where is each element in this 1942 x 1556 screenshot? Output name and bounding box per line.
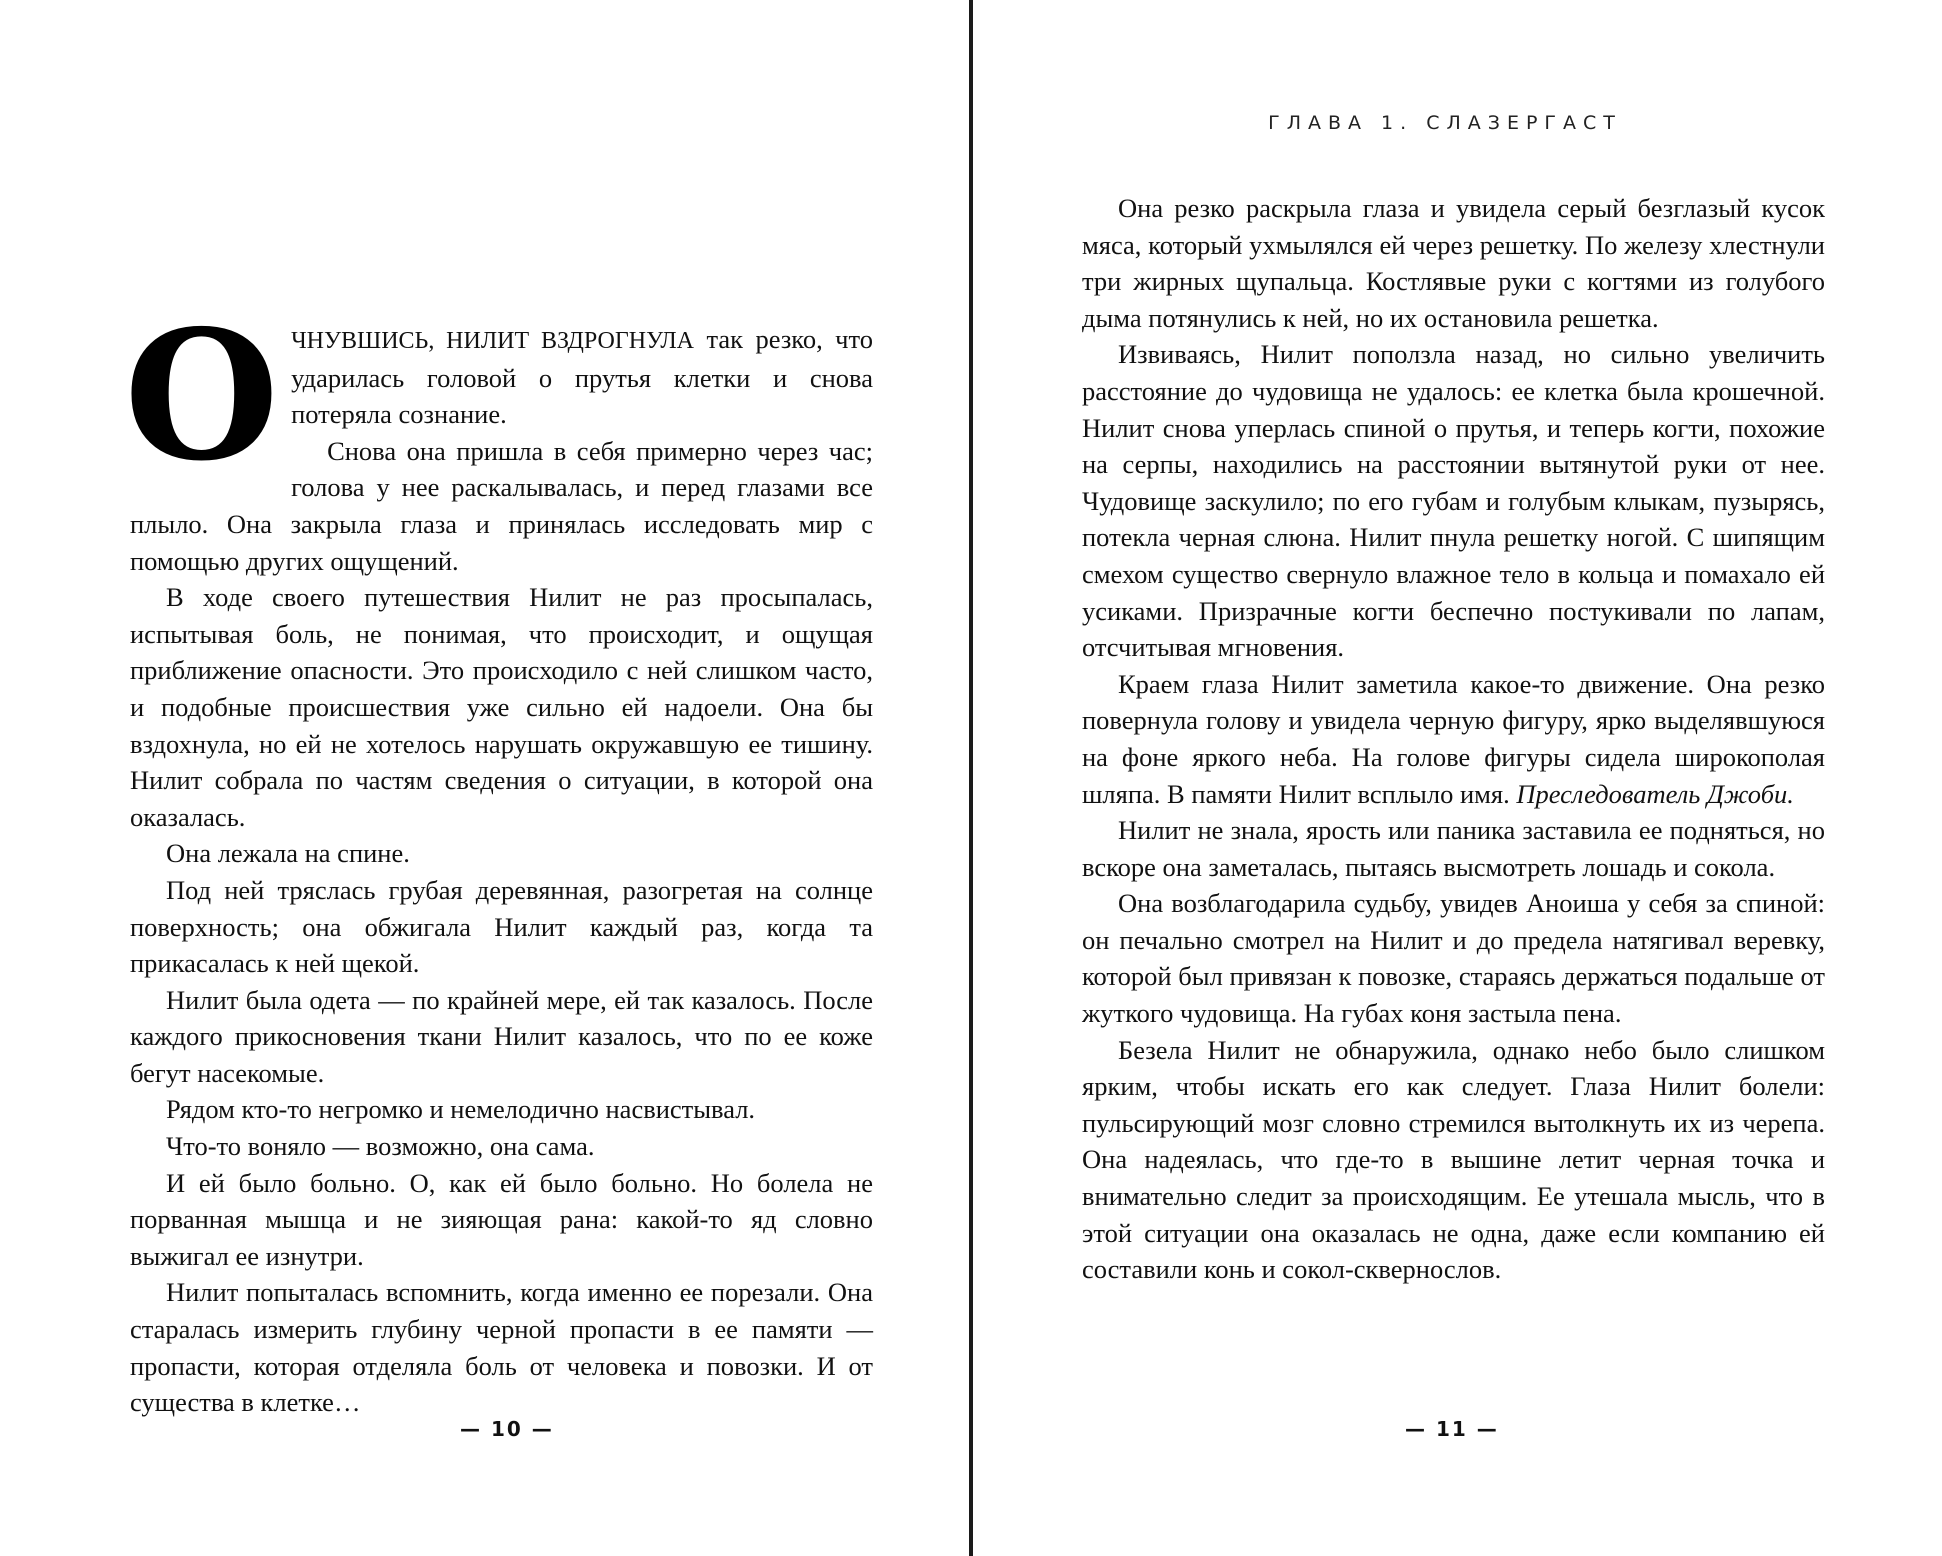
paragraph <box>1082 666 1825 812</box>
paragraph: Извиваясь, Нилит поползла назад, но сильно увеличить расстояние до чудовища не удалось: ее клетка была крошечной. Нилит снова уперлась спиной о прутья, и теперь когти, похожие на серпы, находились на расстоянии вытянутой руки от нее. Чудовище заскулило; по его губам и голубым клыкам, пузырясь, потекла черная слюна. Нилит пнула решетку ногой. С шипящим смехом существо свернуло влажное тело в кольца и помахало ей усиками. Призрачные когти беспечно постукивали по лапам, отсчитывая мгновения. <box>1082 339 1825 663</box>
left-page <box>0 0 970 1556</box>
paragraph: Рядом кто-то негромко и немелодично насвистывал. <box>166 1094 756 1125</box>
left-first-paragraph <box>124 291 873 500</box>
paragraph: Нилит не знала, ярость или паника заставила ее подняться, но вскоре она заметалась, пытаясь высмотреть лошадь и сокола. <box>1082 815 1825 882</box>
drop-cap: О <box>124 291 280 500</box>
first-paragraph-rest: так резко, что ударилась головой о прутья клетки и снова потеряла сознание. <box>291 324 873 430</box>
italic-name: Преследователь Джоби. <box>1516 778 1794 809</box>
paragraph: Она возблагодарила судьбу, увидев Аноиша у себя за спиной: он печально смотрел на Нилит и до предела натягивал веревку, которой был привязан к повозке, стараясь держаться подальше от жуткого чудовища. На губах коня застыла пена. <box>1082 888 1825 1029</box>
paragraph-text: Краем глаза Нилит заметила какое-то движение. Она резко повернула голову и увидела черную фигуру, ярко выделявшуюся на фоне яркого неба. На голове фигуры сидела широкополая шляпа. В памяти Нилит всплыло имя. <box>1082 668 1825 809</box>
paragraph: Она лежала на спине. <box>166 838 410 869</box>
page-number: — 10 — <box>460 1417 554 1441</box>
paragraph: Она резко раскрыла глаза и увидела серый безглазый кусок мяса, который ухмылялся ей через решетку. По железу хлестнули три жирных щупальца. Костлявые руки с когтями из голубого дыма потянулись к ней, но их остановила решетка. <box>1082 193 1825 333</box>
paragraph: Безела Нилит не обнаружила, однако небо было слишком ярким, чтобы искать его как следует. Глаза Нилит болели: пульсирующий мозг словно стремился вытолкнуть их из черепа. Она надеялась, что где-то в вышине летит черная точка и внимательно следит за происходящим. Ее утешала мысль, что в этой ситуации она оказалась не одна, даже если компанию ей составили конь и сокол-сквернослов. <box>1082 1034 1825 1285</box>
paragraph: Нилит попыталась вспомнить, когда именно ее порезали. Она старалась измерить глубину черной пропасти в ее памяти — пропасти, которая отделяла боль от человека и повозки. И от существа в клетке… <box>130 1277 873 1418</box>
right-page <box>975 0 1942 1556</box>
left-text-block <box>124 291 873 1421</box>
page-number: — 11 — <box>1405 1417 1499 1441</box>
running-head: ГЛАВА 1. СЛАЗЕРГАСТ <box>1268 112 1622 134</box>
paragraph: Что-то воняло — возможно, она сама. <box>166 1131 595 1162</box>
paragraph: В ходе своего путешествия Нилит не раз просыпалась, испытывая боль, не понимая, что происходит, и ощущая приближение опасности. Это происходило с ней слишком часто, и подобные происшествия уже сильно ей надоели. Она бы вздохнула, но ей не хотелось нарушать окружавшую ее тишину. Нилит собрала по частям сведения о ситуации, в которой она оказалась. <box>130 582 873 832</box>
paragraph: Снова она пришла в себя примерно через час; голова у нее раскалывалась, и перед глазами все плыло. Она закрыла глаза и принялась исследовать мир с помощью других ощущений. <box>130 435 873 576</box>
paragraph: Под ней тряслась грубая деревянная, разогретая на солнце поверхность; она обжигала Нилит каждый раз, когда та прикасалась к ней щекой. <box>130 874 873 979</box>
paragraph: Нилит была одета — по крайней мере, ей так казалось. После каждого прикосновения ткани Нилит казалось, что по ее коже бегут насекомые. <box>130 984 873 1088</box>
right-text-block <box>1082 190 1825 1288</box>
book-spine <box>969 0 973 1556</box>
paragraph: И ей было больно. О, как ей было больно. Но болела не порванная мышца и не зияющая рана: какой-то яд словно выжигал ее изнутри. <box>130 1167 873 1271</box>
lead-caps: ЧНУВШИСЬ, НИЛИТ ВЗДРОГНУЛА <box>291 328 694 354</box>
